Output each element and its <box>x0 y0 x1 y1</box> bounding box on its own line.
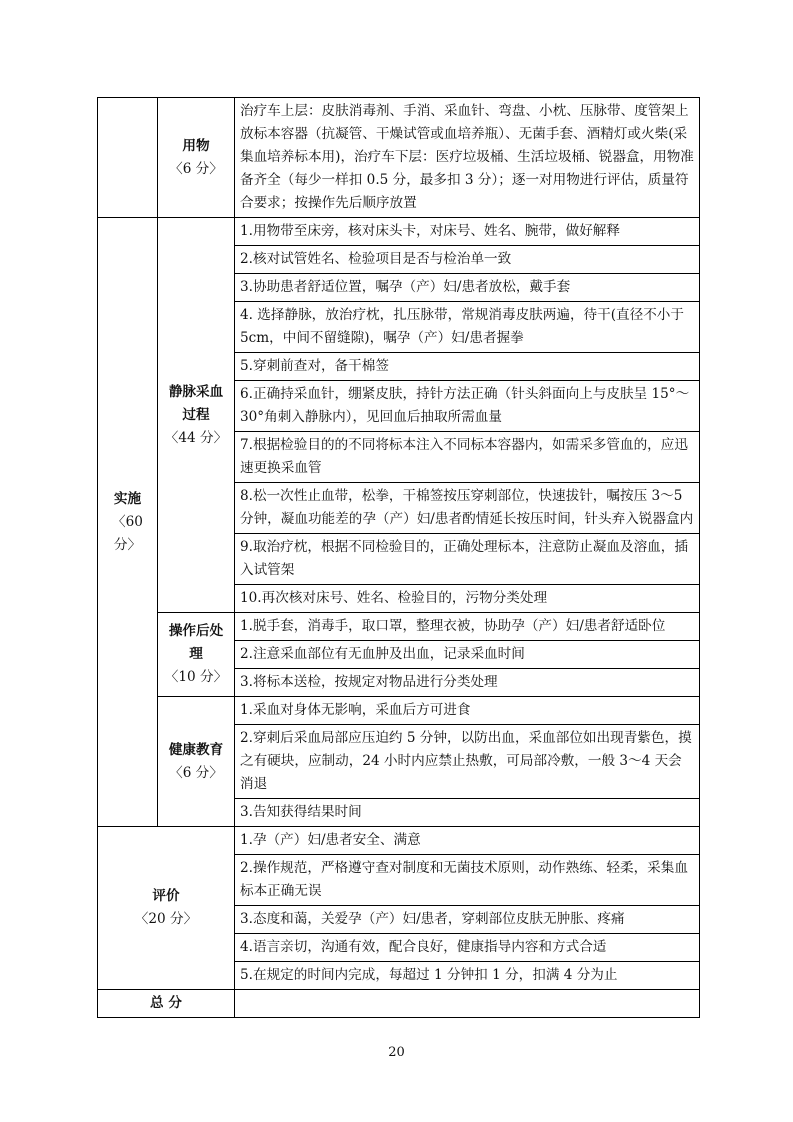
supplies-left-cell <box>98 98 158 218</box>
evaluation-item: 1.孕（产）妇/患者安全、满意 <box>235 827 700 855</box>
implement-score: 〈60 分〉 <box>112 513 143 553</box>
education-row-1 <box>98 697 700 725</box>
venous-row-1 <box>98 218 700 246</box>
education-item: 3.告知获得结果时间 <box>235 799 700 827</box>
implement-section-cell <box>98 218 158 827</box>
supplies-row <box>98 98 700 218</box>
venous-item: 2.核对试管姓名、检验项目是否与检治单一致 <box>235 246 700 274</box>
evaluation-item: 2.操作规范，严格遵守查对制度和无菌技术原则，动作熟练、轻柔，采集血标本正确无误 <box>235 855 700 906</box>
post-title: 操作后处理 <box>168 623 224 662</box>
venous-item: 6.正确持采血针，绷紧皮肤，持针方法正确（针头斜面向上与皮肤呈 15°～30°角刺入静脉内），见回血后抽取所需血量 <box>235 381 700 432</box>
venous-item: 4. 选择静脉，放治疗枕，扎压脉带，常规消毒皮肤两遍，待干(直径不小于 5cm，中间不留缝隙)，嘱孕（产）妇/患者握拳 <box>235 302 700 353</box>
supplies-section-cell <box>158 98 235 218</box>
venous-item: 3.协助患者舒适位置，嘱孕（产）妇/患者放松，戴手套 <box>235 274 700 302</box>
evaluation-row-1 <box>98 827 700 855</box>
venous-item: 9.取治疗枕，根据不同检验目的，正确处理标本，注意防止凝血及溶血，插入试管架 <box>235 534 700 585</box>
venous-title: 静脉采血过程 <box>168 383 224 423</box>
supplies-score: 〈6 分〉 <box>169 160 223 177</box>
post-row-1 <box>98 613 700 641</box>
venous-score: 〈44 分〉 <box>164 429 228 446</box>
supplies-content: 治疗车上层：皮肤消毒剂、手消、采血针、弯盘、小枕、压脉带、度管架上放标本容器（抗凝管、干燥试管或血培养瓶）、无菌手套、酒精灯或火柴(采集血培养标本用)，治疗车下层：医疗垃圾桶、生活垃圾桶、锐器盒，用物准备齐全（每少一样扣 0.5 分，最多扣 3 分）；逐一对用物进行评估，质量符合要求；按操作先后顺序放置 <box>235 98 700 218</box>
venous-item: 8.松一次性止血带，松拳，干棉签按压穿刺部位，快速拔针，嘱按压 3～5 分钟，凝血功能差的孕（产）妇/患者酌情延长按压时间，针头弃入锐器盒内 <box>235 483 700 534</box>
post-section-cell <box>158 613 235 697</box>
assessment-table <box>97 97 700 1018</box>
education-section-cell <box>158 697 235 827</box>
implement-title: 实施 <box>113 490 142 507</box>
education-title: 健康教育 <box>168 741 224 758</box>
evaluation-section-cell <box>98 827 235 990</box>
evaluation-item: 3.态度和蔼，关爱孕（产）妇/患者，穿刺部位皮肤无肿胀、疼痛 <box>235 906 700 934</box>
venous-item: 10.再次核对床号、姓名、检验目的，污物分类处理 <box>235 585 700 613</box>
total-value <box>235 990 700 1018</box>
page-number: 20 <box>388 1045 405 1060</box>
post-item: 1.脱手套，消毒手，取口罩，整理衣被，协助孕（产）妇/患者舒适卧位 <box>235 613 700 641</box>
venous-item: 1.用物带至床旁，核对床头卡，对床号、姓名、腕带，做好解释 <box>235 218 700 246</box>
venous-section-cell <box>158 218 235 613</box>
venous-item: 7.根据检验目的的不同将标本注入不同标本容器内，如需采多管血的，应迅速更换采血管 <box>235 432 700 483</box>
post-item: 3.将标本送检，按规定对物品进行分类处理 <box>235 669 700 697</box>
evaluation-item: 4.语言亲切，沟通有效，配合良好，健康指导内容和方式合适 <box>235 934 700 962</box>
post-item: 2.注意采血部位有无血肿及出血，记录采血时间 <box>235 641 700 669</box>
total-label: 总 分 <box>98 990 235 1018</box>
total-row <box>98 990 700 1018</box>
education-item: 1.采血对身体无影响，采血后方可进食 <box>235 697 700 725</box>
evaluation-item: 5.在规定的时间内完成，每超过 1 分钟扣 1 分，扣满 4 分为止 <box>235 962 700 990</box>
evaluation-score: 〈20 分〉 <box>134 911 198 927</box>
supplies-title: 用物 <box>182 137 210 154</box>
education-item: 2.穿刺后采血局部应压迫约 5 分钟，以防出血，采血部位如出现青紫色，摸之有硬块，应制动，24 小时内应禁止热敷，可局部冷敷，一般 3～4 天会消退 <box>235 725 700 799</box>
post-score: 〈10 分〉 <box>164 669 228 685</box>
evaluation-title: 评价 <box>152 888 180 904</box>
venous-item: 5.穿刺前查对，备干棉签 <box>235 353 700 381</box>
education-score: 〈6 分〉 <box>169 764 223 781</box>
